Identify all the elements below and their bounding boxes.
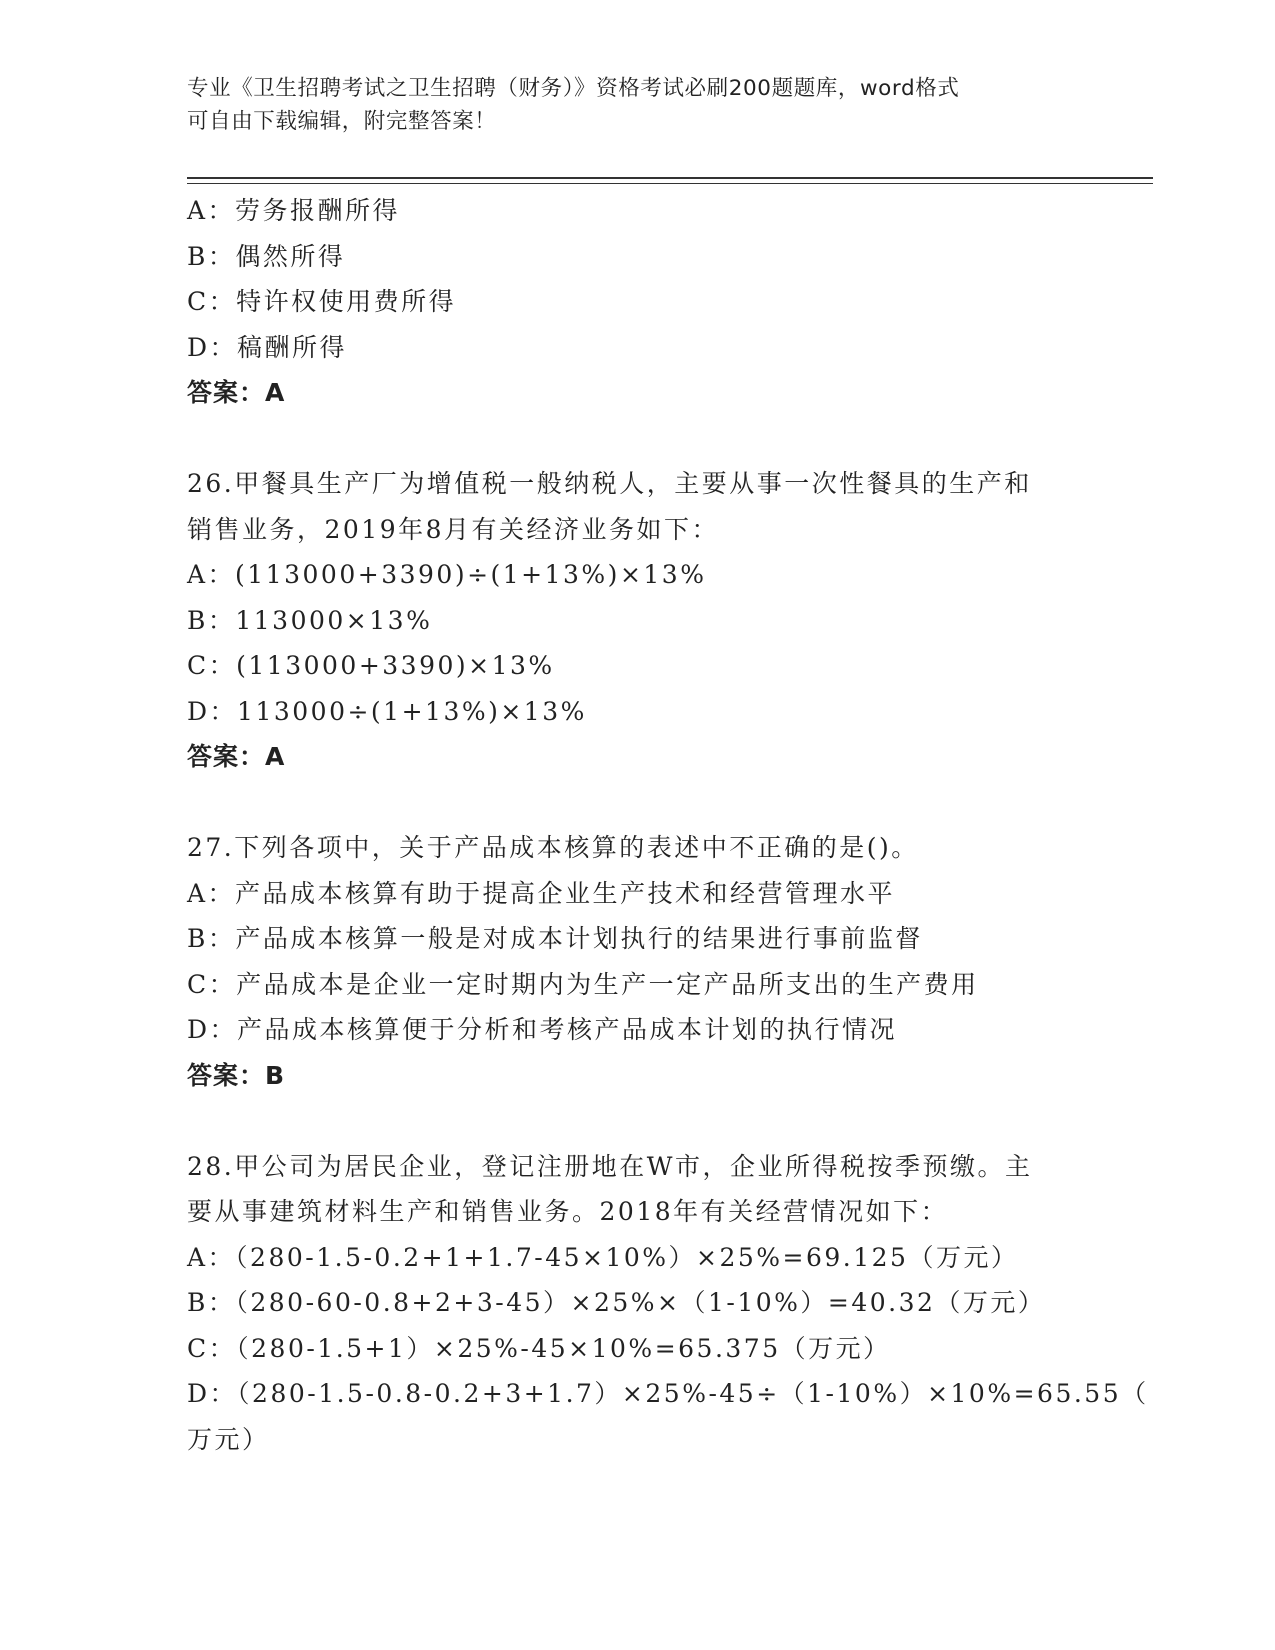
option-c: C：（280-1.5+1）×25%-45×10%=65.375（万元） — [187, 1333, 891, 1363]
question-stem: 销售业务，2019年8月有关经济业务如下： — [187, 514, 720, 544]
question-stem: 26.甲餐具生产厂为增值税一般纳税人，主要从事一次性餐具的生产和 — [187, 469, 1032, 498]
option-b: B：偶然所得 — [187, 241, 346, 271]
header-rule-thick — [187, 177, 1153, 179]
option-d: D：（280-1.5-0.8-0.2+3+1.7）×25%-45÷（1-10%）×10%=65.55（ — [187, 1379, 1149, 1408]
answer-line: 答案：A — [187, 378, 286, 407]
question-28 — [187, 1144, 1149, 1463]
answer-line: 答案：B — [187, 1060, 286, 1090]
option-c: C：(113000+3390)×13% — [187, 651, 555, 680]
question-stem: 27.下列各项中，关于产品成本核算的表述中不正确的是()。 — [187, 833, 919, 862]
question-stem: 28.甲公司为居民企业，登记注册地在W市，企业所得税按季预缴。主 — [187, 1151, 1033, 1181]
option-a: A：（280-1.5-0.2+1+1.7-45×10%）×25%=69.125（万元） — [187, 1242, 1019, 1272]
option-a: A：(113000+3390)÷(1+13%)×13% — [187, 560, 707, 589]
question-26 — [187, 461, 1087, 780]
header-rule-thin — [187, 183, 1153, 184]
option-d: D：产品成本核算便于分析和考核产品成本计划的执行情况 — [187, 1015, 898, 1044]
option-d: D：113000÷(1+13%)×13% — [187, 696, 587, 726]
option-b: B：产品成本核算一般是对成本计划执行的结果进行事前监督 — [187, 924, 923, 953]
question-spacer — [187, 416, 1087, 462]
question-27 — [187, 825, 1087, 1098]
option-a: A：劳务报酬所得 — [187, 196, 401, 225]
question-list — [187, 188, 1149, 1462]
option-a: A：产品成本核算有助于提高企业生产技术和经营管理水平 — [187, 878, 896, 908]
option-b: B：113000×13% — [187, 605, 433, 635]
question-spacer — [187, 780, 1087, 826]
header-line: 可自由下载编辑，附完整答案！ — [187, 109, 497, 134]
option-d-continuation: 万元） — [187, 1424, 270, 1454]
option-c: C：产品成本是企业一定时期内为生产一定产品所支出的生产费用 — [187, 969, 979, 999]
header-line: 专业《卫生招聘考试之卫生招聘（财务）》资格考试必刷200题题库，word格式 — [187, 76, 960, 101]
option-c: C：特许权使用费所得 — [187, 287, 457, 316]
document-header — [187, 72, 1067, 138]
option-b: B：（280-60-0.8+2+3-45）×25%×（1-10%）=40.32（万元） — [187, 1288, 1046, 1317]
answer-line: 答案：A — [187, 742, 286, 771]
question-25 — [187, 188, 1087, 416]
option-d: D：稿酬所得 — [187, 332, 348, 362]
question-stem: 要从事建筑材料生产和销售业务。2018年有关经营情况如下： — [187, 1197, 949, 1226]
question-spacer — [187, 1098, 1087, 1144]
